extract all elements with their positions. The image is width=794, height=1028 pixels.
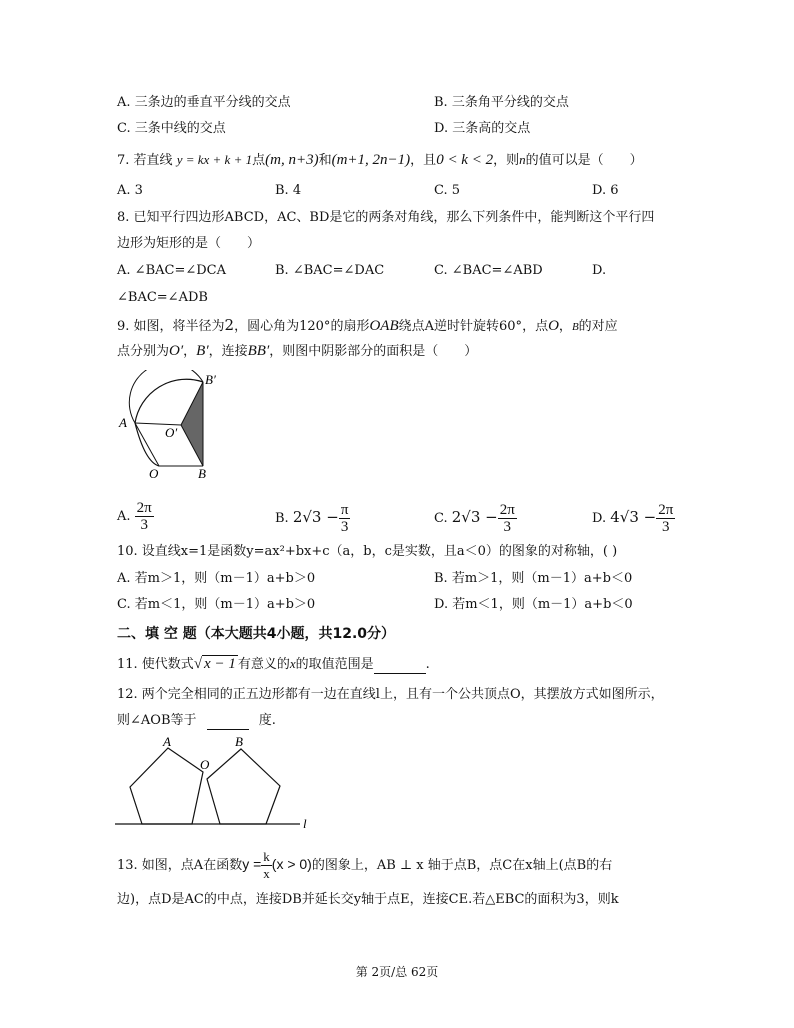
- q8-option-d-text: ∠BAC=∠ADB: [117, 290, 208, 305]
- q7-option-a: A. 3: [117, 183, 143, 198]
- q12-label-l: l: [303, 816, 307, 831]
- q12-figure: [110, 735, 320, 835]
- q9-label-o: O: [149, 466, 159, 481]
- q9-option-a: A. $\frac{2\pi}{3}$: [117, 500, 152, 533]
- q10-option-a: A. 若m＞1，则（m－1）a+b＞0: [117, 571, 316, 586]
- section-title-fill-in: 二、填 空 题（本大题共4小题，共12.0分）: [117, 626, 396, 642]
- q6-option-d: D. 三条高的交点: [434, 121, 531, 136]
- q9-stem-line2: 点分别为O′，B′，连接BB′，则图中阴影部分的面积是（ ）: [117, 343, 478, 359]
- q9-label-bp: B′: [205, 372, 216, 387]
- q8-option-b: B. ∠BAC=∠DAC: [275, 263, 385, 278]
- q8-stem-line1: 8. 已知平行四边形ABCD，AC、BD是它的两条对角线，那么下列条件中，能判断这个平行四: [117, 210, 655, 225]
- q10-option-b: B. 若m＞1，则（m－1）a+b＜0: [434, 571, 633, 586]
- q8-option-c: C. ∠BAC=∠ABD: [434, 263, 543, 278]
- q9-option-c: C. 2√3 − $\frac{2\pi}{3}$: [434, 502, 515, 535]
- q10-option-c: C. 若m＜1，则（m－1）a+b＞0: [117, 597, 316, 612]
- q13-stem-line1: 13. 如图，点A在函数y = $\frac{k}{x}$ (x > 0)的图象上，AB ⊥ x 轴于点B，点C在x轴上(点B的右: [117, 849, 613, 881]
- q9-stem-line1: 9. 如图，将半径为2，圆心角为120°的扇形OAB绕点A逆时针旋转60°，点O，B的对应: [117, 316, 618, 334]
- q8-stem-line2: 边形为矩形的是（ ）: [117, 236, 261, 251]
- q7-option-d: D. 6: [592, 183, 619, 198]
- q9-label-b: B: [198, 466, 206, 481]
- q13-stem-line2: 边)，点D是AC的中点，连接DB并延长交y轴于点E，连接CE.若△EBC的面积为3，则k: [117, 892, 619, 907]
- q10-stem: 10. 设直线x=1是函数y=ax²+bx+c（a，b，c是实数，且a＜0）的图象的对称轴，( ): [117, 544, 618, 559]
- q11-answer-blank[interactable]: [374, 673, 426, 674]
- q9-label-a: A: [119, 415, 127, 430]
- q10-option-d: D. 若m＜1，则（m－1）a+b＜0: [434, 597, 633, 612]
- q9-option-b: B. 2√3 − $\frac{\pi}{3}$: [275, 502, 349, 535]
- q12-label-a: A: [163, 735, 171, 749]
- q9-label-op: O′: [165, 425, 178, 440]
- q12-label-b: B: [235, 735, 243, 749]
- q11-stem: 11. 使代数式√ x − 1 有意义的x的取值范围是 .: [117, 656, 430, 672]
- q8-option-a: A. ∠BAC=∠DCA: [117, 263, 226, 278]
- q12-pentagon-left: [130, 748, 203, 824]
- q12-stem-line1: 12. 两个完全相同的正五边形都有一边在直线l上，且有一个公共顶点O，其摆放方式如图所示，: [117, 687, 664, 702]
- q8-option-d-label: D.: [592, 263, 607, 278]
- q12-stem-line2: 则∠AOB等于 度.: [117, 713, 276, 728]
- page-footer: 第 2页/总 62页: [355, 965, 439, 979]
- q6-option-b: B. 三条角平分线的交点: [434, 95, 569, 110]
- q6-option-c: C. 三条中线的交点: [117, 121, 226, 136]
- q7-stem: 7. 若直线 y = kx + k + 1点(m, n+3)和(m+1, 2n−1)，且0 < k < 2，则n的值可以是（ ）: [117, 152, 643, 168]
- q7-option-b: B. 4: [275, 183, 302, 198]
- q9-option-d: D. 4√3 − $\frac{2\pi}{3}$: [592, 502, 674, 535]
- q9-figure: [115, 370, 225, 482]
- q12-pentagon-right: [207, 749, 280, 824]
- q6-option-a: A. 三条边的垂直平分线的交点: [117, 95, 291, 110]
- q7-option-c: C. 5: [434, 183, 461, 198]
- q12-label-o: O: [200, 757, 210, 772]
- q12-answer-blank[interactable]: [207, 729, 249, 730]
